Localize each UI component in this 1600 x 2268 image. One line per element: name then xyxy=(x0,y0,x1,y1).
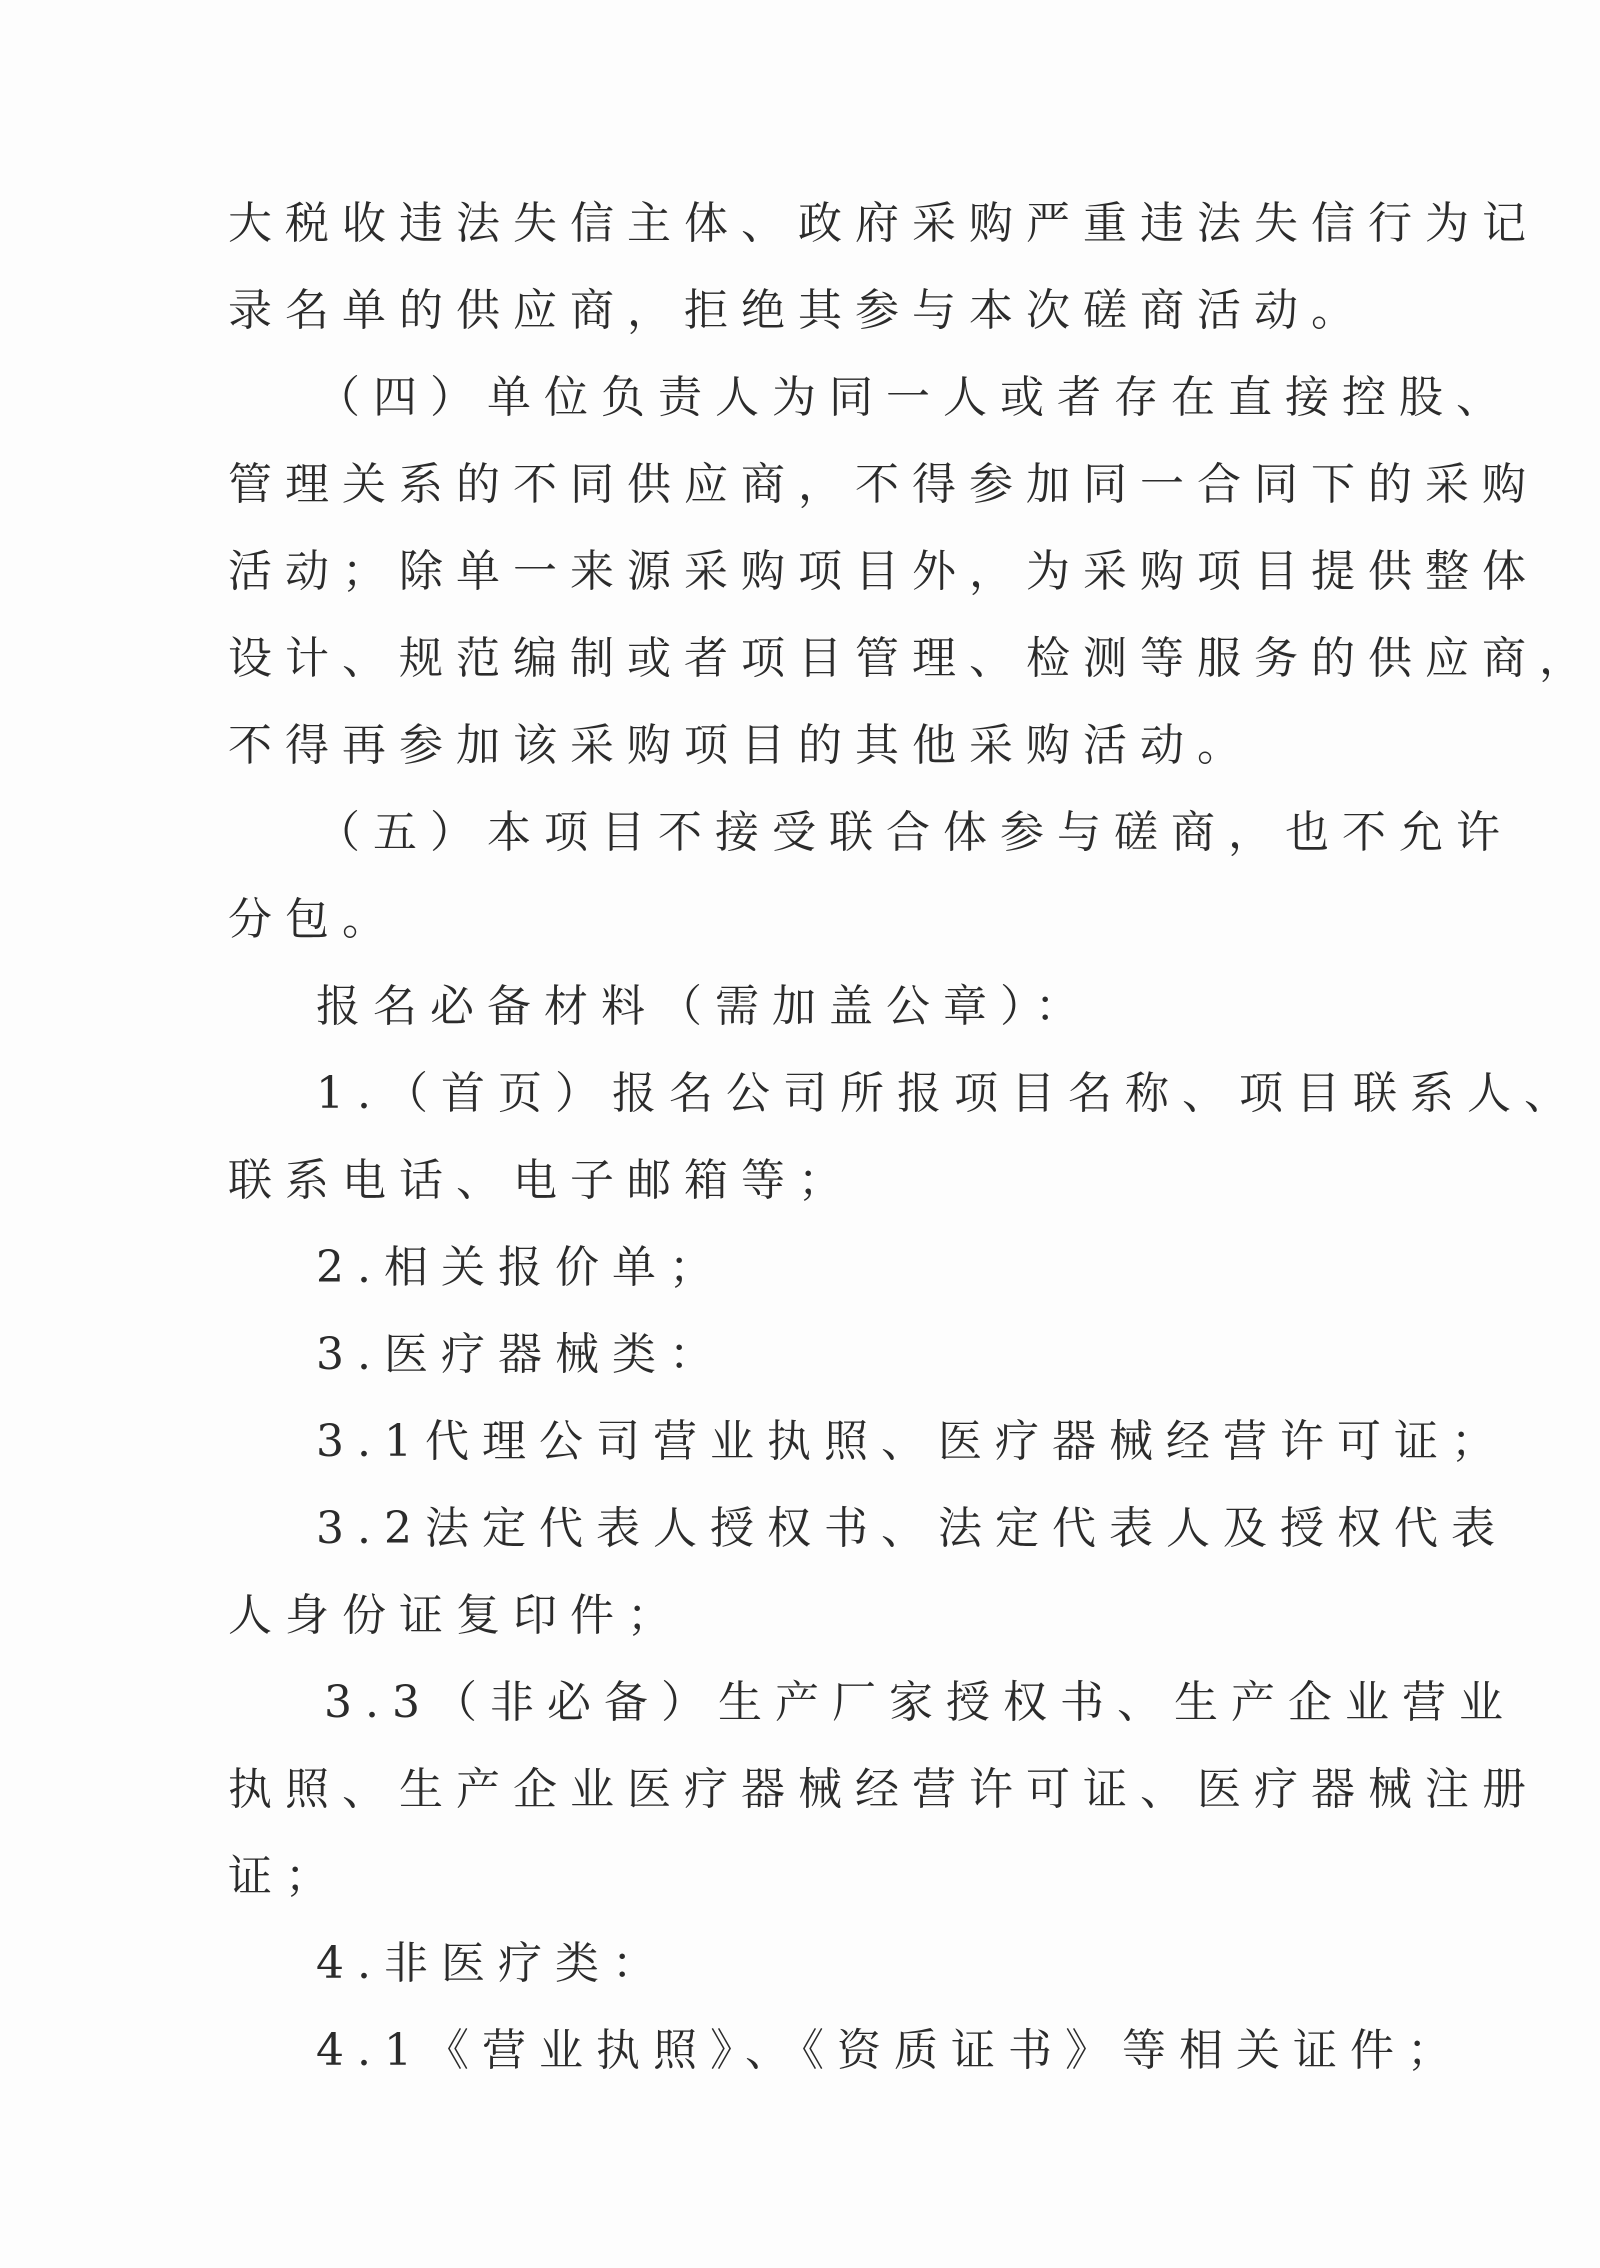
list-item-3: 3.医疗器械类： xyxy=(316,1329,726,1380)
list-item-3-1: 3.1代理公司营业执照、医疗器械经营许可证； xyxy=(316,1416,1508,1467)
text-line: 执照、生产企业医疗器械经营许可证、医疗器械注册 xyxy=(228,1764,1539,1815)
list-item-3-2: 3.2法定代表人授权书、法定代表人及授权代表 xyxy=(316,1503,1508,1554)
text-line: 设计、规范编制或者项目管理、检测等服务的供应商， xyxy=(228,633,1596,684)
document-body xyxy=(228,180,1596,2094)
materials-heading: 报名必备材料（需加盖公章）： xyxy=(316,981,1092,1032)
text-line: 管理关系的不同供应商，不得参加同一合同下的采购 xyxy=(228,459,1539,510)
text-line: 分包。 xyxy=(228,894,399,945)
paragraph-4-heading: （四）单位负责人为同一人或者存在直接控股、 xyxy=(316,372,1513,423)
text-line: 大税收违法失信主体、政府采购严重违法失信行为记 xyxy=(228,198,1539,249)
paragraph-5-heading: （五）本项目不接受联合体参与磋商，也不允许 xyxy=(316,807,1513,858)
list-item-3-3: 3.3（非必备）生产厂家授权书、生产企业营业 xyxy=(324,1677,1516,1728)
list-item-2: 2.相关报价单； xyxy=(316,1242,726,1293)
list-item-1: 1.（首页）报名公司所报项目名称、项目联系人、 xyxy=(316,1068,1581,1119)
text-line: 活动；除单一来源采购项目外，为采购项目提供整体 xyxy=(228,546,1539,597)
text-line: 证； xyxy=(228,1851,342,1902)
text-line: 录名单的供应商，拒绝其参与本次磋商活动。 xyxy=(228,285,1368,336)
list-item-4: 4.非医疗类： xyxy=(316,1938,669,1989)
text-line: 人身份证复印件； xyxy=(228,1590,684,1641)
text-line: 联系电话、电子邮箱等； xyxy=(228,1155,855,1206)
list-item-4-1: 4.1《营业执照》、《资质证书》等相关证件； xyxy=(316,2025,1464,2076)
text-line: 不得再参加该采购项目的其他采购活动。 xyxy=(228,720,1254,771)
